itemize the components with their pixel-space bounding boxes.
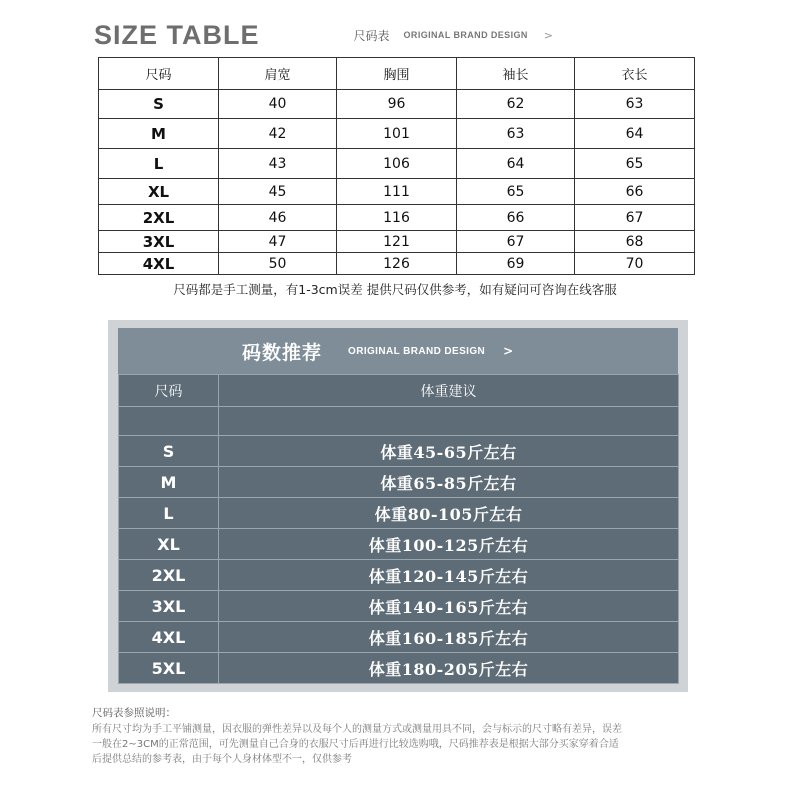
measurement-cell: 116 xyxy=(337,205,457,231)
table-row xyxy=(99,119,695,149)
chevron-right-icon: > xyxy=(503,344,514,358)
weight-cell: 体重45-65斤左右 xyxy=(219,436,679,467)
size-cell: L xyxy=(119,498,219,529)
size-cell: S xyxy=(119,436,219,467)
table-row xyxy=(119,591,679,622)
measurement-cell: 42 xyxy=(219,119,337,149)
size-cell: S xyxy=(99,90,219,119)
measurement-cell: 67 xyxy=(575,205,695,231)
column-header: 衣长 xyxy=(575,58,695,90)
table-row xyxy=(119,436,679,467)
table-row xyxy=(99,149,695,179)
measurement-cell: 50 xyxy=(219,253,337,275)
weight-cell: 体重140-165斤左右 xyxy=(219,591,679,622)
measurement-cell: 43 xyxy=(219,149,337,179)
size-table-header-row xyxy=(99,58,695,90)
measurement-cell: 64 xyxy=(457,149,575,179)
measurement-cell: 101 xyxy=(337,119,457,149)
size-cell: 2XL xyxy=(119,560,219,591)
measurement-cell: 70 xyxy=(575,253,695,275)
recommendation-table-body xyxy=(119,375,679,684)
weight-cell: 体重100-125斤左右 xyxy=(219,529,679,560)
measurement-cell: 40 xyxy=(219,90,337,119)
measurement-cell: 69 xyxy=(457,253,575,275)
table-row xyxy=(99,179,695,205)
size-cell: 4XL xyxy=(119,622,219,653)
weight-cell: 体重65-85斤左右 xyxy=(219,467,679,498)
empty-cell xyxy=(219,407,679,436)
size-cell: 2XL xyxy=(99,205,219,231)
measurement-cell: 45 xyxy=(219,179,337,205)
table-spacer-row xyxy=(119,407,679,436)
measurement-cell: 66 xyxy=(457,205,575,231)
size-table-body xyxy=(99,58,695,275)
measurement-cell: 126 xyxy=(337,253,457,275)
column-header: 尺码 xyxy=(119,375,219,407)
measurement-cell: 96 xyxy=(337,90,457,119)
recommendation-header xyxy=(118,328,678,374)
size-table-title: SIZE TABLE xyxy=(94,19,260,50)
table-row xyxy=(119,529,679,560)
size-cell: 4XL xyxy=(99,253,219,275)
table-row xyxy=(119,622,679,653)
brand-tagline: ORIGINAL BRAND DESIGN xyxy=(403,30,528,40)
size-table xyxy=(98,57,695,275)
column-header: 袖长 xyxy=(457,58,575,90)
table-row xyxy=(119,498,679,529)
recommendation-title: 码数推荐 xyxy=(242,341,323,364)
measurement-cell: 68 xyxy=(575,231,695,253)
size-cell: M xyxy=(119,467,219,498)
size-recommendation-panel xyxy=(108,320,688,692)
brand-tagline: ORIGINAL BRAND DESIGN xyxy=(348,345,486,357)
measurement-cell: 121 xyxy=(337,231,457,253)
recommendation-table xyxy=(118,374,679,684)
measurement-cell: 106 xyxy=(337,149,457,179)
size-cell: XL xyxy=(99,179,219,205)
empty-cell xyxy=(119,407,219,436)
measurement-cell: 66 xyxy=(575,179,695,205)
weight-cell: 体重120-145斤左右 xyxy=(219,560,679,591)
measurement-cell: 67 xyxy=(457,231,575,253)
size-reference-note xyxy=(92,706,702,767)
note-line: 所有尺寸均为手工平铺测量，因衣服的弹性差异以及每个人的测量方式或测量用具不同，会与标示的尺寸略有差异，误差 xyxy=(92,724,622,735)
table-row xyxy=(99,253,695,275)
size-cell: 5XL xyxy=(119,653,219,684)
table-row xyxy=(99,205,695,231)
measurement-cell: 64 xyxy=(575,119,695,149)
table-row xyxy=(119,467,679,498)
size-cell: M xyxy=(99,119,219,149)
note-title: 尺码表参照说明： xyxy=(92,707,176,719)
measurement-cell: 65 xyxy=(575,149,695,179)
chevron-right-icon: > xyxy=(543,28,553,42)
size-cell: 3XL xyxy=(119,591,219,622)
note-line: 一般在2~3CM的正常范围，可先测量自己合身的衣服尺寸后再进行比较选购哦，尺码推荐表是根据大部分买家穿着合适 xyxy=(92,739,619,750)
size-table-header xyxy=(94,18,553,52)
column-header: 体重建议 xyxy=(219,375,679,407)
table-row xyxy=(99,90,695,119)
size-table-subtitle: 尺码表 xyxy=(353,28,390,43)
measurement-cell: 63 xyxy=(575,90,695,119)
weight-cell: 体重160-185斤左右 xyxy=(219,622,679,653)
measurement-cell: 65 xyxy=(457,179,575,205)
measurement-cell: 111 xyxy=(337,179,457,205)
measurement-cell: 47 xyxy=(219,231,337,253)
column-header: 胸围 xyxy=(337,58,457,90)
note-line: 后提供总结的参考表，由于每个人身材体型不一，仅供参考 xyxy=(92,754,352,765)
column-header: 尺码 xyxy=(99,58,219,90)
table-row xyxy=(119,560,679,591)
table-row xyxy=(99,231,695,253)
column-header: 肩宽 xyxy=(219,58,337,90)
measurement-cell: 63 xyxy=(457,119,575,149)
size-cell: 3XL xyxy=(99,231,219,253)
weight-cell: 体重180-205斤左右 xyxy=(219,653,679,684)
measurement-note: 尺码都是手工测量，有1-3cm误差 提供尺码仅供参考，如有疑问可咨询在线客服 xyxy=(173,282,617,297)
table-row xyxy=(119,653,679,684)
size-cell: XL xyxy=(119,529,219,560)
size-cell: L xyxy=(99,149,219,179)
measurement-cell: 62 xyxy=(457,90,575,119)
measurement-cell: 46 xyxy=(219,205,337,231)
recommendation-header-row xyxy=(119,375,679,407)
weight-cell: 体重80-105斤左右 xyxy=(219,498,679,529)
